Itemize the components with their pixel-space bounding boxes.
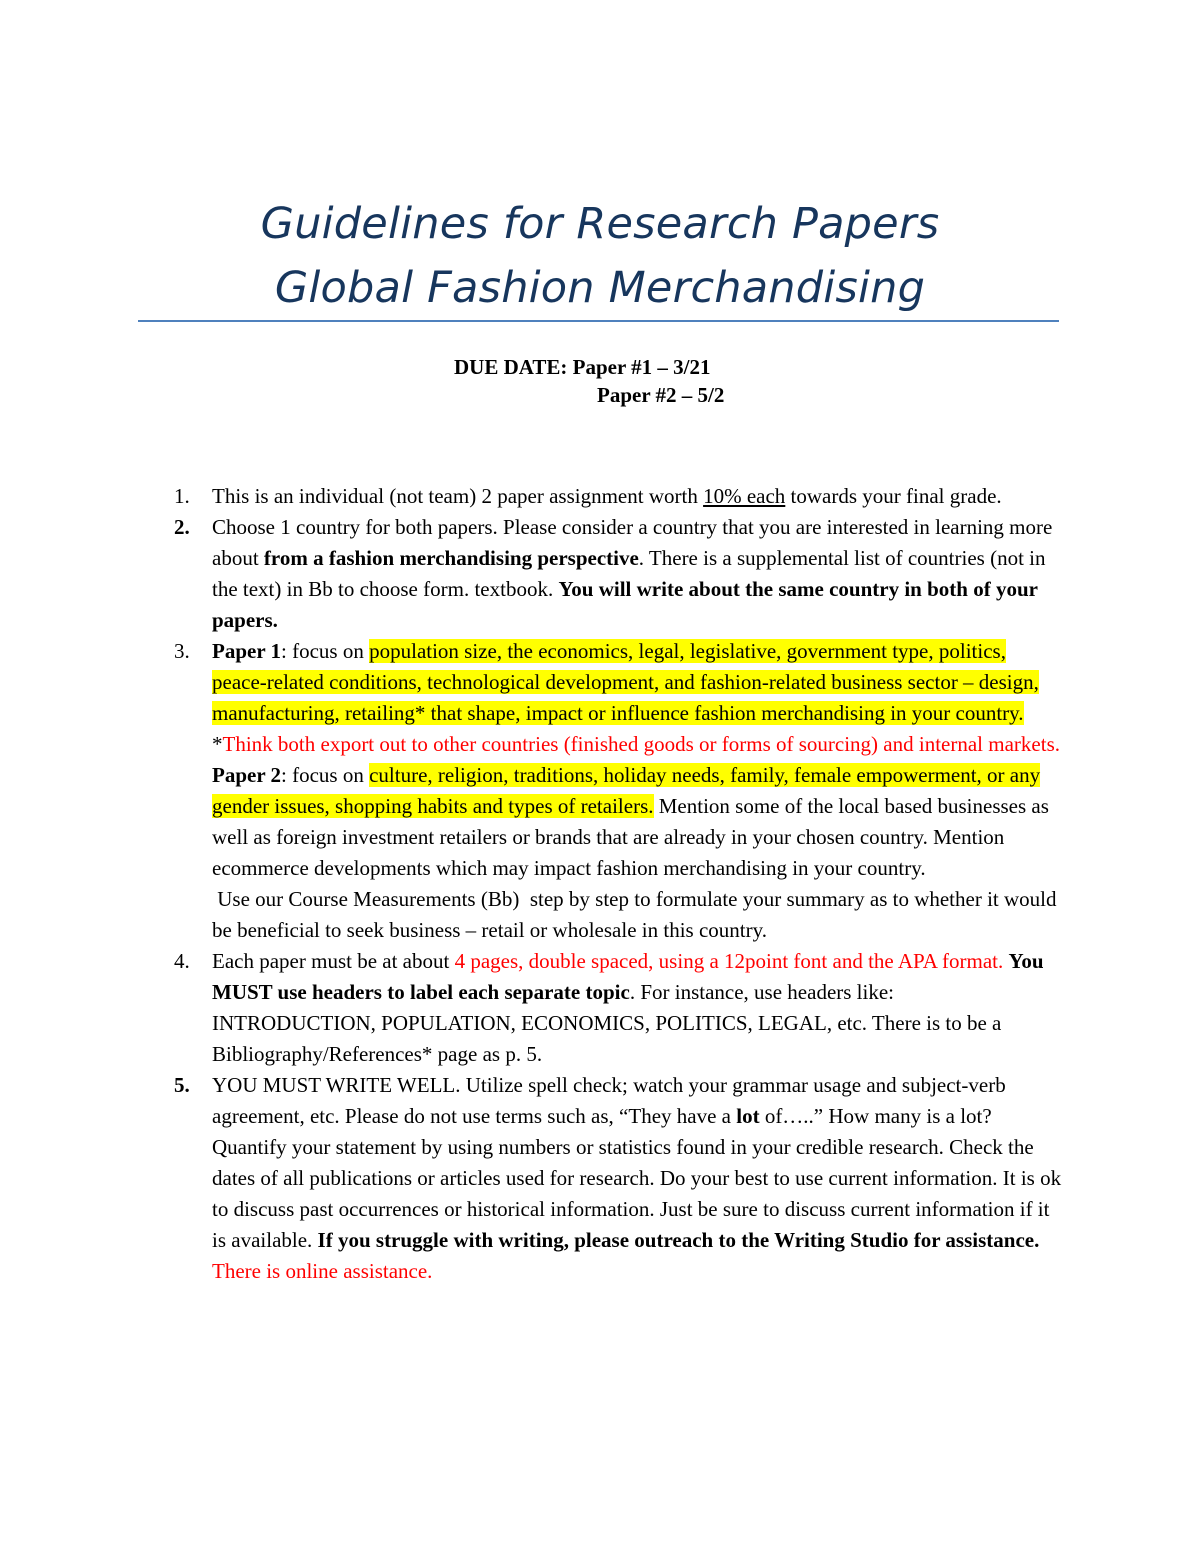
list-item <box>0 636 1200 946</box>
course-measurements-note: Use our Course Measurements (Bb) step by step to formulate your summary as to whether it would be beneficial to seek business – retail or wholesale in this country. <box>212 887 1062 942</box>
underlined-text: 10% each <box>703 484 786 508</box>
item-number: 3. <box>174 639 190 663</box>
highlighted-text: culture, religion, traditions, holiday needs, family, female empowerment, or any gender issues, shopping habits and types of retailers. <box>212 763 1041 818</box>
title-line-2: Global Fashion Merchandising <box>274 263 926 313</box>
text-run: * <box>212 732 223 756</box>
bold-text: You will write about the same country in both of your papers. <box>212 577 1038 632</box>
item-text <box>212 1070 1062 1287</box>
paper-1-description <box>212 636 1062 760</box>
red-text: 4 pages, double spaced, using a 12point font and the APA format. <box>454 949 1004 973</box>
text-run: YOU MUST WRITE WELL. Utilize spell check; watch your grammar usage and subject-verb agreement, etc. Please do not use terms such as, “They have a <box>212 1073 1006 1128</box>
text-run: of…..” How many is a lot? Quantify your statement by using numbers or statistics found in your credible research. Check the dates of all publications or articles used for research. Do your best to use current information. It is ok to discuss past occurrences or historical information. Just be sure to discuss current information if it is available. <box>212 1104 1062 1252</box>
paper-2-description <box>212 760 1062 884</box>
text-run: : focus on <box>281 763 370 787</box>
item-number: 2. <box>174 515 190 539</box>
item-number: 5. <box>174 1073 190 1097</box>
title-divider <box>138 320 1059 322</box>
text-run: Choose 1 country for both papers. Please consider a country that you are interested in learning more about <box>212 515 1053 570</box>
item-text <box>212 636 1062 946</box>
red-text: There is online assistance. <box>212 1259 433 1283</box>
title-line-1: Guidelines for Research Papers <box>260 199 940 249</box>
bold-text: Paper 1 <box>212 639 282 663</box>
item-text <box>212 512 1062 636</box>
text-run: . There is a supplemental list of countries (not in the text) in Bb to choose form. textbook. <box>212 546 1046 601</box>
bold-text: from a fashion merchandising perspective <box>263 546 639 570</box>
bold-text: If you struggle with writing, please outreach to the Writing Studio for assistance. <box>317 1228 1040 1252</box>
list-item <box>0 512 1200 636</box>
item-text <box>212 481 1062 512</box>
bold-text: Paper 2 <box>212 763 282 787</box>
item-number: 1. <box>174 484 190 508</box>
list-item <box>0 1070 1200 1287</box>
list-item <box>0 946 1200 1070</box>
text-run: : focus on <box>281 639 370 663</box>
text-run: Each paper must be at about <box>212 949 455 973</box>
text-run: . For instance, use headers like: INTRODUCTION, POPULATION, ECONOMICS, POLITICS, LEGAL, etc. There is to be a Bibliography/References* page as p. 5. <box>212 980 1002 1066</box>
highlighted-text: population size, the economics, legal, legislative, government type, politics, peace-related conditions, technological development, and fashion-related business sector – design, manufacturing, retailing* that shape, impact or influence fashion merchandising in your country. <box>212 639 1039 725</box>
red-text: Think both export out to other countries (finished goods or forms of sourcing) and internal markets. <box>222 732 1060 756</box>
due-date-paper-1: DUE DATE: Paper #1 – 3/21 <box>454 355 711 379</box>
document-title <box>0 192 1200 320</box>
bold-text: lot <box>736 1104 760 1128</box>
text-run: This is an individual (not team) 2 paper assignment worth <box>212 484 704 508</box>
bold-text: You MUST use headers to label each separate topic <box>212 949 1044 1004</box>
text-run: Mention some of the local based businesses as well as foreign investment retailers or brands that are already in your chosen country. Mention ecommerce developments which may impact fashion merchandising in your country. <box>212 794 1049 880</box>
item-text <box>212 946 1062 1070</box>
text-run: towards your final grade. <box>785 484 1002 508</box>
due-date-paper-2: Paper #2 – 5/2 <box>597 383 725 407</box>
item-number: 4. <box>174 949 190 973</box>
guidelines-list <box>0 481 1200 1287</box>
list-item <box>0 481 1200 512</box>
